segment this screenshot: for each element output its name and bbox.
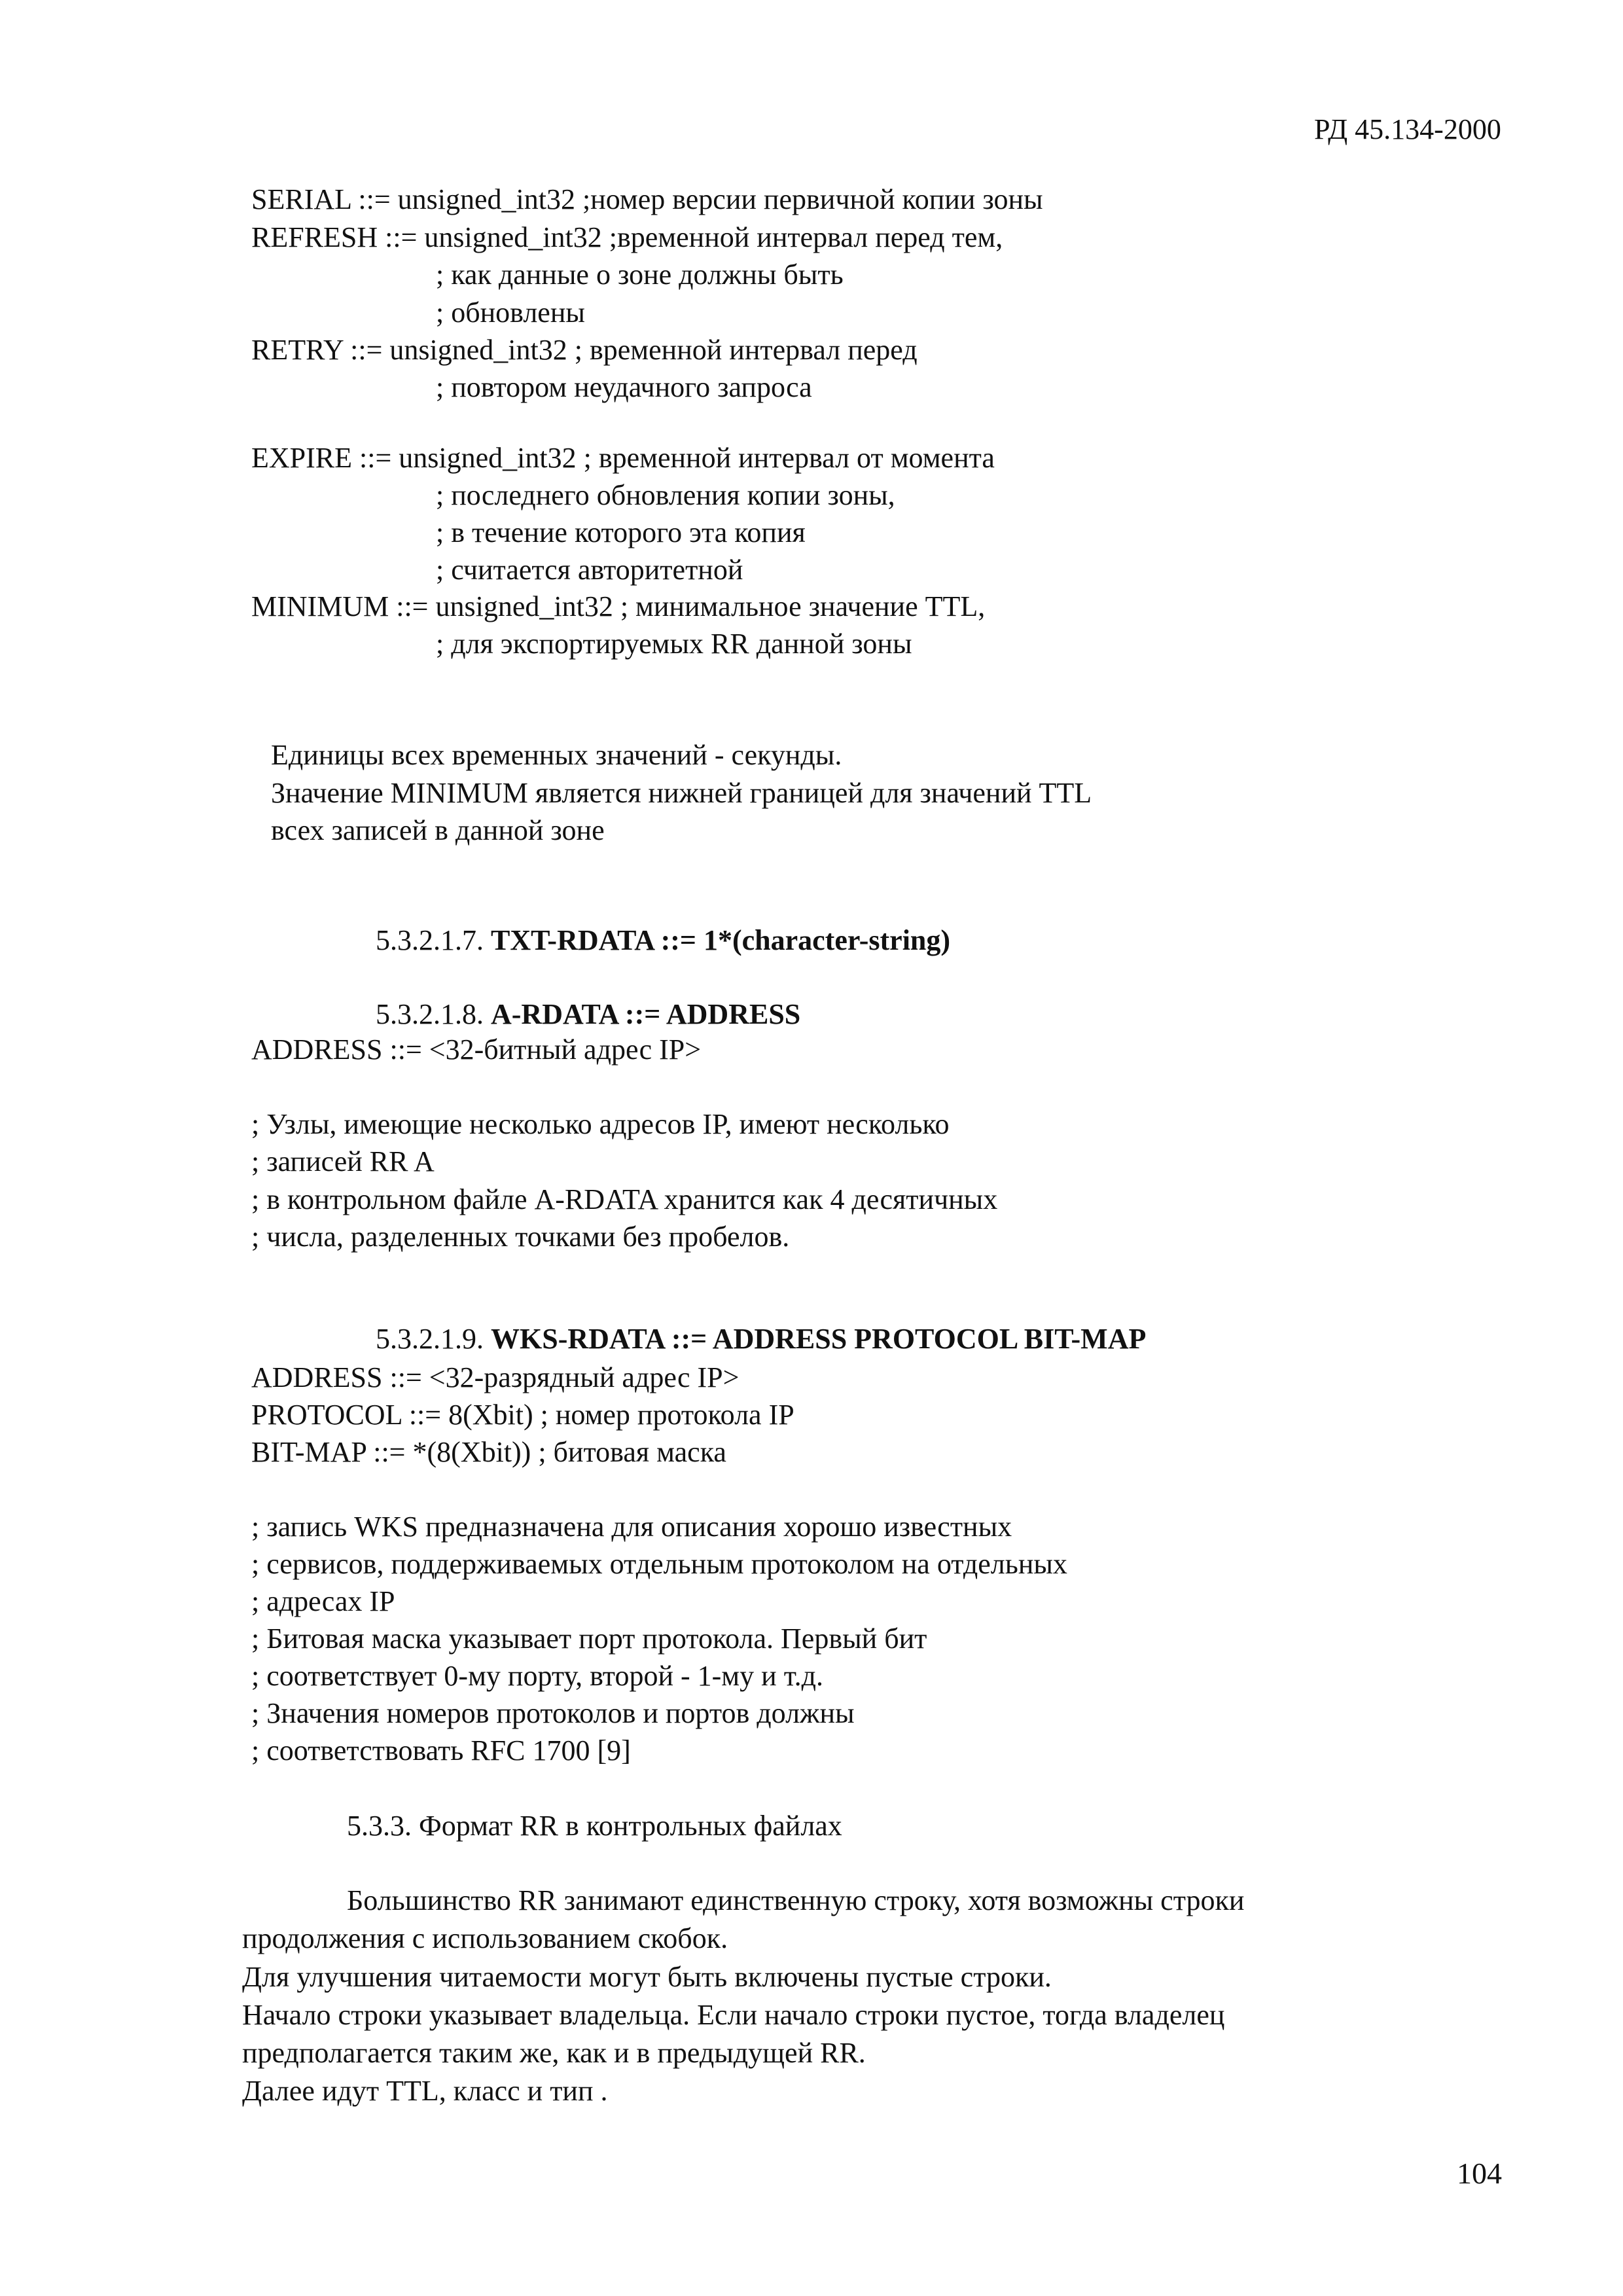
wks-protocol-definition: PROTOCOL ::= 8(Xbit) ; номер протокола IP (251, 1399, 794, 1431)
serial-definition: SERIAL ::= unsigned_int32 ;номер версии первичной копии зоны (251, 183, 1043, 215)
wks-comment-6: ; Значения номеров протоколов и портов должны (251, 1697, 855, 1729)
section-title: TXT-RDATA ::= 1*(character-string) (491, 924, 951, 956)
format-paragraph-1a: Большинство RR занимают единственную строку, хотя возможны строки (347, 1884, 1245, 1916)
wks-comment-3: ; адресах IP (251, 1585, 395, 1617)
document-code-header: РД 45.134-2000 (1314, 113, 1501, 145)
expire-comment-3: ; считается авторитетной (436, 554, 743, 586)
expire-comment-2: ; в течение которого эта копия (436, 516, 806, 548)
format-paragraph-1b: продолжения с использованием скобок. (242, 1922, 728, 1954)
section-heading-rr-format: 5.3.3. Формат RR в контрольных файлах (347, 1810, 842, 1842)
units-note: Единицы всех временных значений - секунды. (271, 739, 842, 771)
wks-comment-5: ; соответствует 0-му порту, второй - 1-му и т.д. (251, 1660, 824, 1692)
a-comment-4: ; числа, разделенных точками без пробелов. (251, 1221, 790, 1253)
refresh-definition: REFRESH ::= unsigned_int32 ;временной интервал перед тем, (251, 221, 1003, 253)
retry-comment-1: ; повтором неудачного запроса (436, 371, 812, 403)
wks-address-definition: ADDRESS ::= <32-разрядный адрес IP> (251, 1361, 740, 1393)
a-comment-2: ; записей RR A (251, 1145, 435, 1177)
section-number: 5.3.2.1.8. (376, 998, 484, 1030)
expire-definition: EXPIRE ::= unsigned_int32 ; временной интервал от момента (251, 442, 995, 474)
minimum-definition: MINIMUM ::= unsigned_int32 ; минимальное значение TTL, (251, 590, 986, 622)
wks-bitmap-definition: BIT-MAP ::= *(8(Xbit)) ; битовая маска (251, 1436, 726, 1468)
section-title: WKS-RDATA ::= ADDRESS PROTOCOL BIT-MAP (491, 1323, 1147, 1355)
format-paragraph-3b: предполагается таким же, как и в предыдущей RR. (242, 2037, 866, 2069)
section-number: 5.3.2.1.9. (376, 1323, 484, 1355)
section-number: 5.3.2.1.7. (376, 924, 484, 956)
a-comment-1: ; Узлы, имеющие несколько адресов IP, имеют несколько (251, 1108, 950, 1140)
refresh-comment-2: ; обновлены (436, 296, 585, 329)
format-paragraph-2: Для улучшения читаемости могут быть включены пустые строки. (242, 1961, 1052, 1993)
retry-definition: RETRY ::= unsigned_int32 ; временной интервал перед (251, 334, 918, 366)
expire-comment-1: ; последнего обновления копии зоны, (436, 479, 895, 511)
minimum-note-line-2: всех записей в данной зоне (271, 814, 605, 846)
format-paragraph-3a: Начало строки указывает владельца. Если начало строки пустое, тогда владелец (242, 1999, 1225, 2031)
section-title: A-RDATA ::= ADDRESS (491, 998, 801, 1030)
minimum-comment-1: ; для экспортируемых RR данной зоны (436, 628, 912, 660)
wks-comment-2: ; сервисов, поддерживаемых отдельным протоколом на отдельных (251, 1548, 1067, 1580)
a-address-definition: ADDRESS ::= <32-битный адрес IP> (251, 1033, 702, 1066)
page-number: 104 (1457, 2157, 1502, 2190)
refresh-comment-1: ; как данные о зоне должны быть (436, 259, 844, 291)
wks-comment-7: ; соответствовать RFC 1700 [9] (251, 1734, 631, 1767)
a-comment-3: ; в контрольном файле A-RDATA хранится как 4 десятичных (251, 1183, 998, 1215)
wks-comment-4: ; Битовая маска указывает порт протокола. Первый бит (251, 1623, 927, 1655)
wks-comment-1: ; запись WKS предназначена для описания хорошо известных (251, 1511, 1012, 1543)
minimum-note-line-1: Значение MINIMUM является нижней границей для значений TTL (271, 777, 1092, 809)
format-paragraph-4: Далее идут TTL, класс и тип . (242, 2075, 608, 2107)
